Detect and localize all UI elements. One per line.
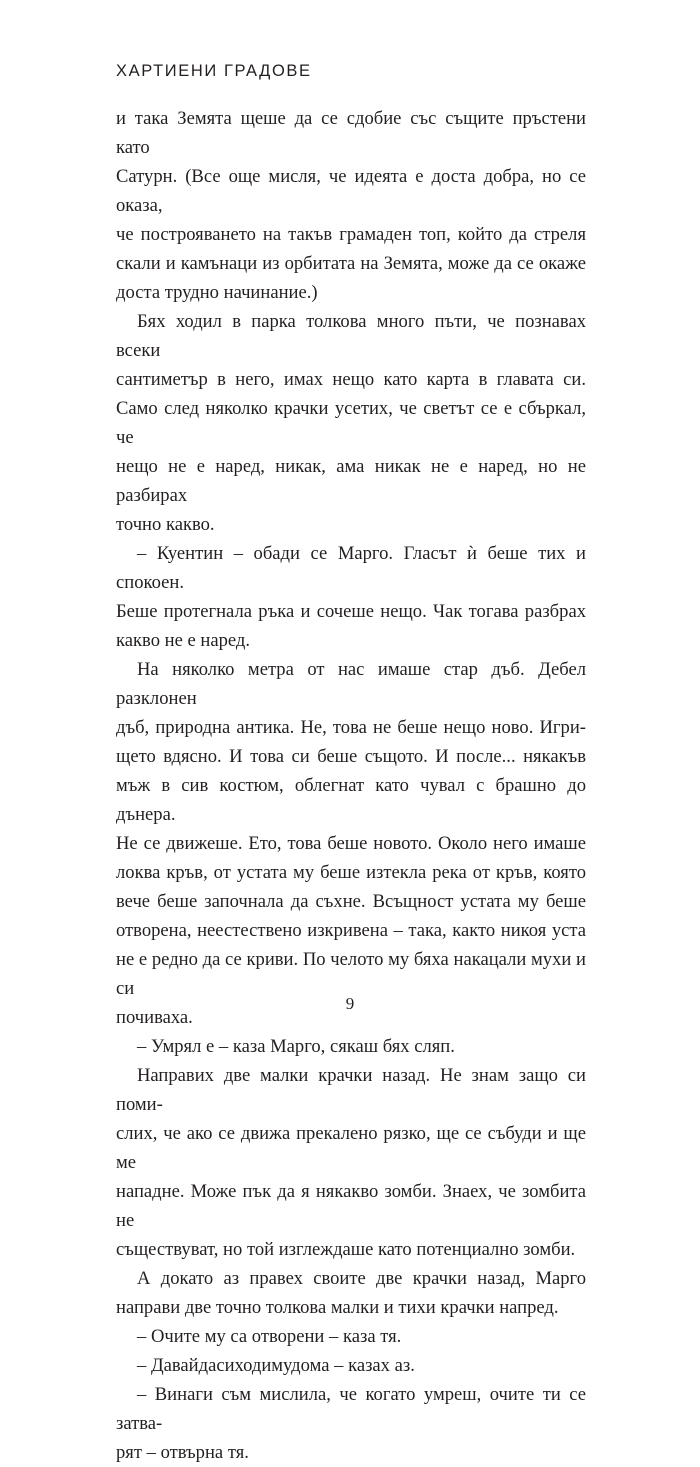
text-line: точно какво. [116, 514, 215, 535]
text-line: щето вдясно. И това си беше същото. И после... някакъв [116, 746, 586, 767]
running-header-title: ХАРТИЕНИ ГРАДОВЕ [116, 62, 312, 80]
text-line: почиваха. [116, 1007, 193, 1028]
text-line: – Очите му са отворени – каза тя. [137, 1326, 402, 1347]
text-line: А докато аз правех своите две крачки назад, Марго [137, 1268, 586, 1289]
text-line: нападне. Може пък да я някакво зомби. Знаех, че зомбита не [116, 1181, 586, 1231]
text-line: Не се движеше. Ето, това беше новото. Около него имаше [116, 833, 586, 854]
text-line: вече беше започнала да съхне. Всъщност устата му беше [116, 891, 586, 912]
text-line: доста трудно начинание.) [116, 282, 318, 303]
text-line: скали и камънаци из орбитата на Земята, може да се окаже [116, 253, 586, 274]
text-line: – Умрял е – каза Марго, сякаш бях сляп. [137, 1036, 455, 1057]
text-line: Сатурн. (Все още мисля, че идеята е доста добра, но се оказа, [116, 166, 586, 216]
text-line: и така Земята щеше да се сдобие със същите пръстени като [116, 108, 586, 158]
text-line: – Куентин – обади се Марго. Гласът ѝ беше тих и спокоен. [116, 543, 586, 593]
text-line: – Винаги съм мислила, че когато умреш, очите ти се затва- [116, 1384, 586, 1434]
text-line: Направих две малки крачки назад. Не знам защо си поми- [116, 1065, 586, 1115]
text-line: нещо не е наред, никак, ама никак не е наред, но не разбирах [116, 456, 586, 506]
page-number: 9 [345, 994, 355, 1013]
text-line: съществуват, но той изглеждаше като потенциално зомби. [116, 1239, 576, 1260]
text-line: какво не е наред. [116, 630, 251, 651]
text-line: сантиметър в него, имах нещо като карта в главата си. [116, 369, 586, 390]
text-line: рят – отвърна тя. [116, 1442, 249, 1463]
text-line: че построяването на такъв грамаден топ, който да стреля [116, 224, 586, 245]
text-line: отворена, неестествено изкривена – така, както никоя уста [116, 920, 586, 941]
text-line: На няколко метра от нас имаше стар дъб. Дебел разклонен [116, 659, 586, 709]
text-line: не е редно да се криви. По челото му бяха накацали мухи и си [116, 949, 586, 999]
text-line: мъж в сив костюм, облегнат като чувал с брашно до дънера. [116, 775, 586, 825]
body-text [116, 104, 586, 1467]
text-line: Бях ходил в парка толкова много пъти, че познавах всеки [116, 311, 586, 361]
text-line: слих, че ако се движа прекалено рязко, ще се събуди и ще ме [116, 1123, 586, 1173]
text-line: направи две точно толкова малки и тихи крачки напред. [116, 1297, 559, 1318]
text-line: локва кръв, от устата му беше изтекла река от кръв, която [116, 862, 586, 883]
text-line: – Давайдасиходимудома – казах аз. [137, 1355, 415, 1376]
text-line: Само след няколко крачки усетих, че светът се е сбъркал, че [116, 398, 586, 448]
text-line: Беше протегнала ръка и сочеше нещо. Чак тогава разбрах [116, 601, 586, 622]
text-line: дъб, природна антика. Не, това не беше нещо ново. Игри- [116, 717, 586, 738]
